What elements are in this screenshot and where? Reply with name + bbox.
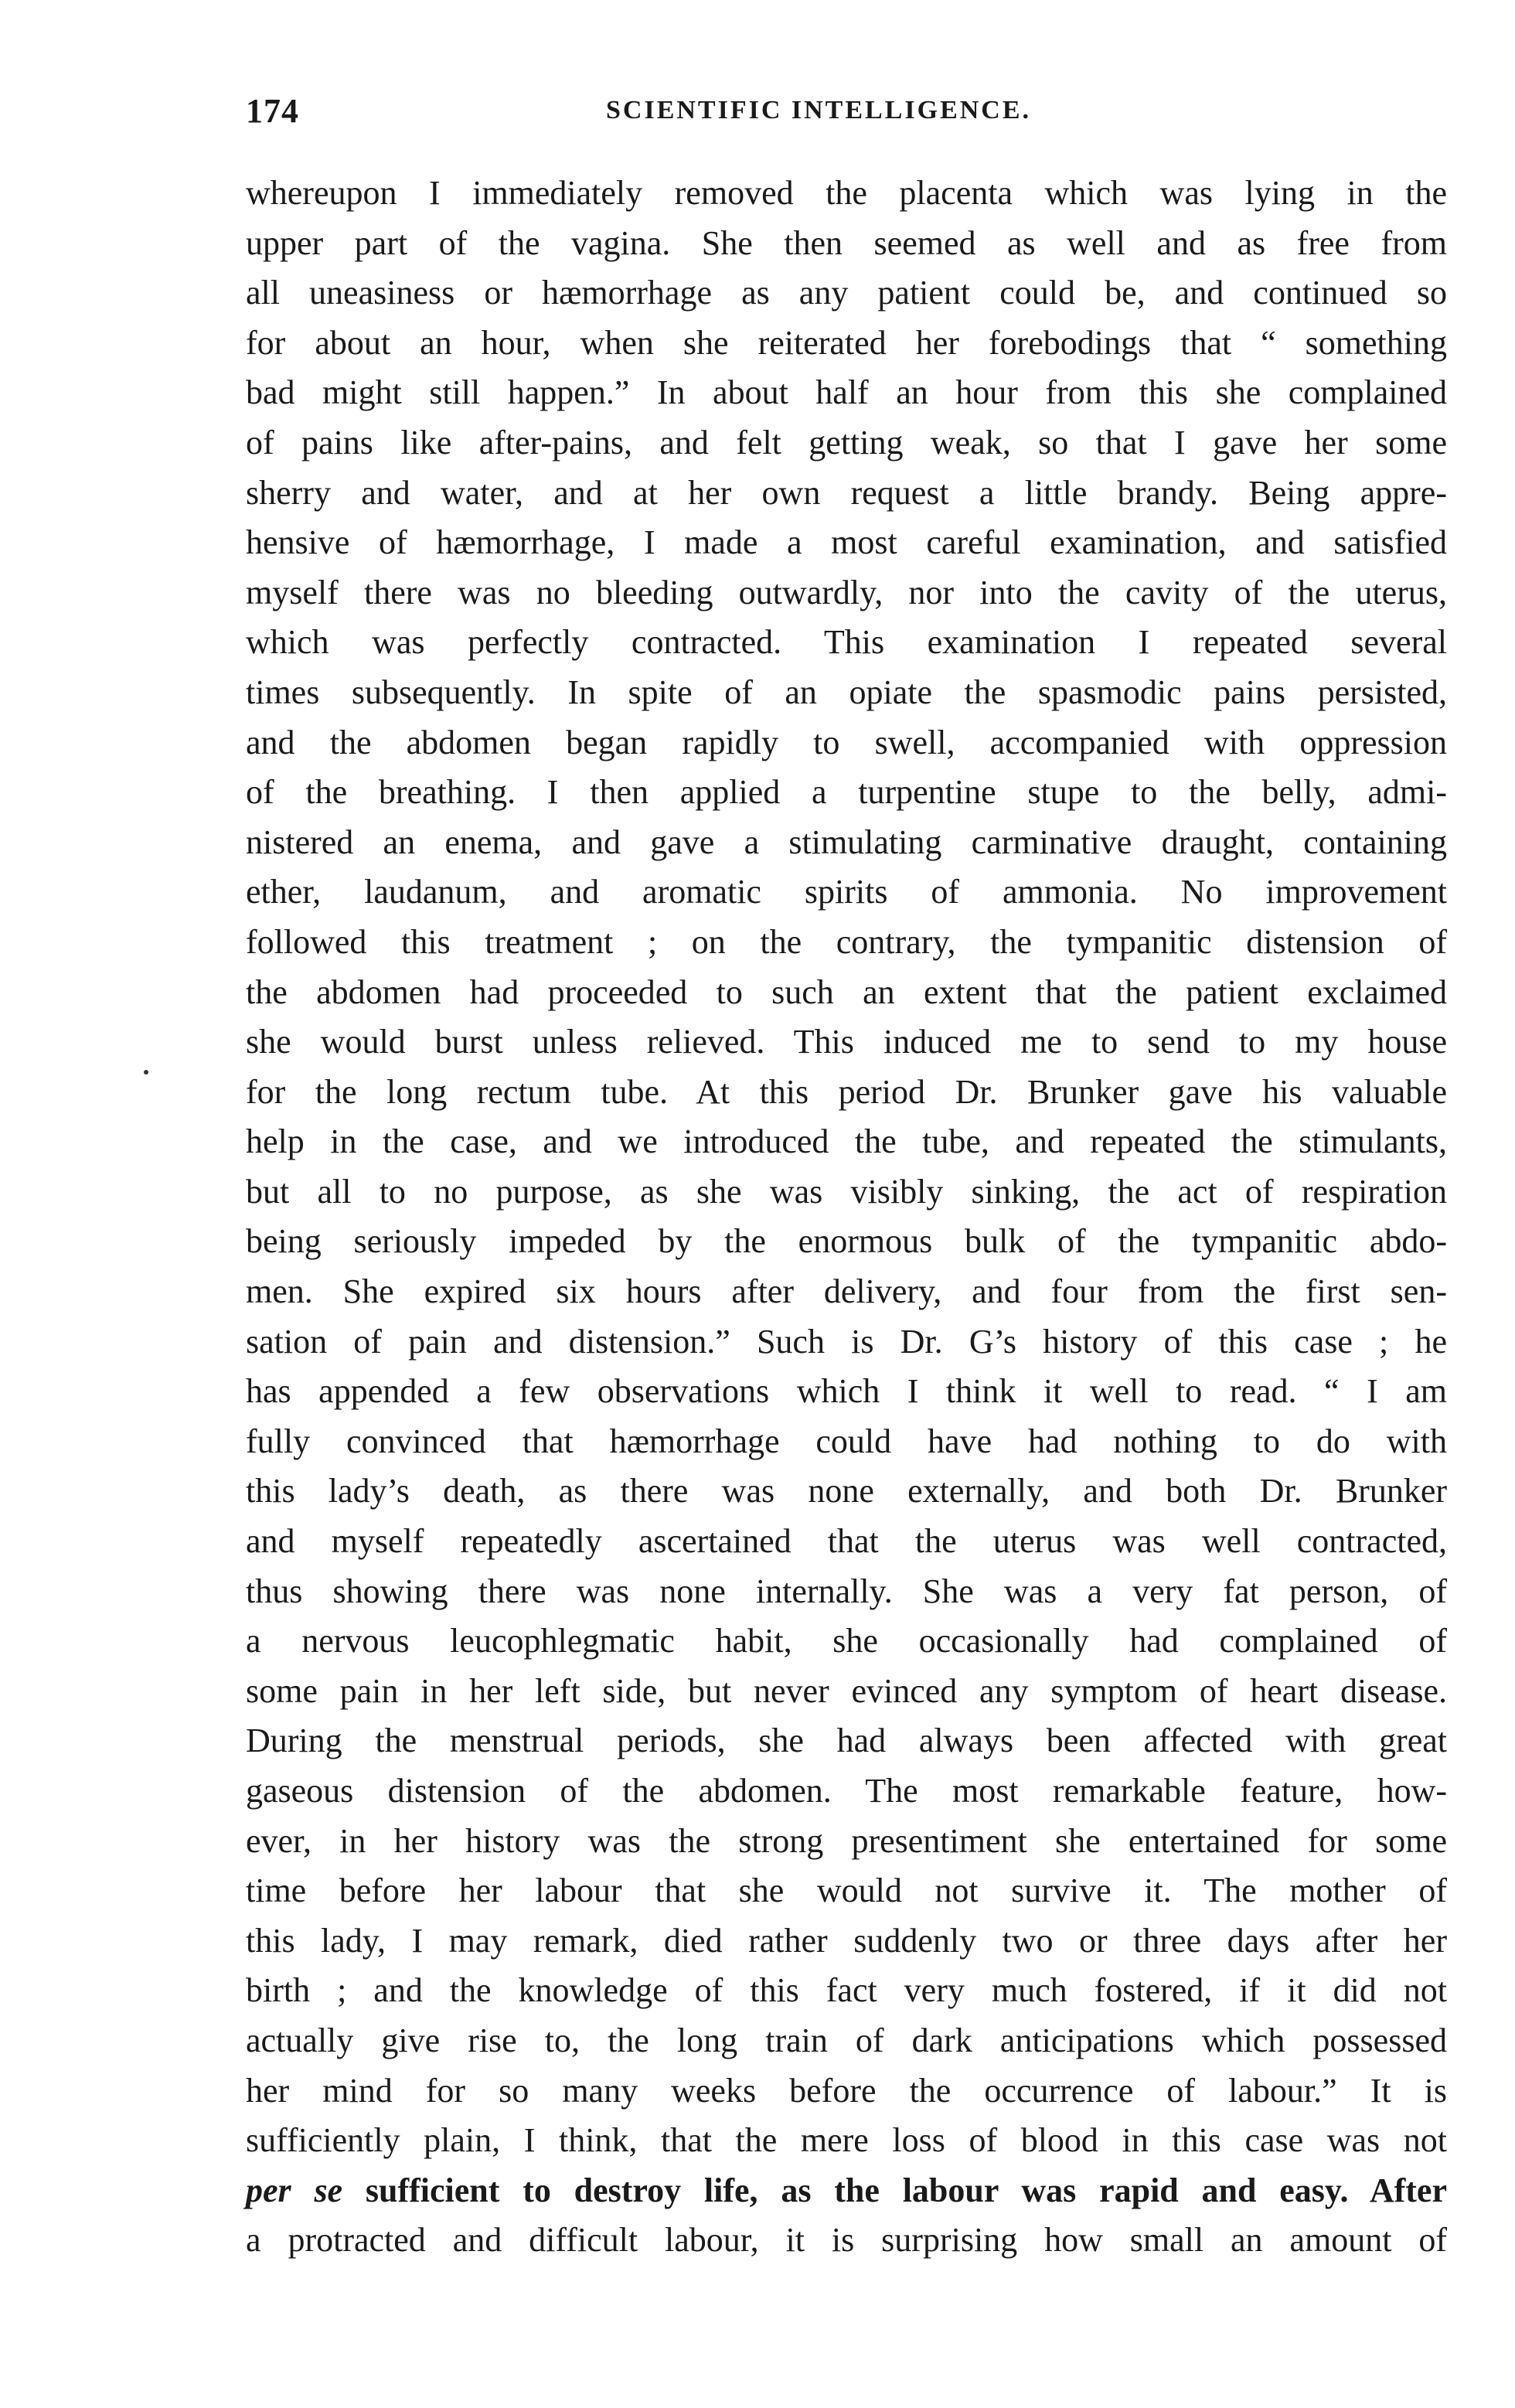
running-title: SCIENTIFIC INTELLIGENCE.	[606, 96, 1032, 124]
text-line: sherry and water, and at her own request a little brandy. Being appre-	[246, 473, 1447, 512]
text-line: followed this treatment ; on the contrary, the tympanitic distension of	[246, 922, 1447, 961]
text-line: sufficiently plain, I think, that the mere loss of blood in this case was not	[246, 2121, 1447, 2160]
text-line: all uneasiness or hæmorrhage as any patient could be, and continued so	[246, 274, 1447, 312]
text-line: and myself repeatedly ascertained that the uterus was well contracted,	[246, 1522, 1447, 1561]
running-head	[246, 91, 1452, 138]
text-line: times subsequently. In spite of an opiate the spasmodic pains persisted,	[246, 673, 1447, 711]
text-line: whereupon I immediately removed the placenta which was lying in the	[246, 174, 1447, 212]
text-line: help in the case, and we introduced the tube, and repeated the stimulants,	[246, 1122, 1447, 1161]
text-line: a protracted and difficult labour, it is surprising how small an amount of	[246, 2221, 1447, 2260]
text-line: which was perfectly contracted. This examination I repeated several	[246, 623, 1447, 662]
text-line: actually give rise to, the long train of dark anticipations which possessed	[246, 2021, 1447, 2059]
text-line: a nervous leucophlegmatic habit, she occasionally had complained of	[246, 1622, 1447, 1660]
text-line: of the breathing. I then applied a turpentine stupe to the belly, admi-	[246, 773, 1447, 812]
text-line: her mind for so many weeks before the occurrence of labour.” It is	[246, 2071, 1447, 2110]
text-line: bad might still happen.” In about half an hour from this she complained	[246, 373, 1447, 412]
text-line-mixed	[246, 2166, 1447, 2216]
text-line: the abdomen had proceeded to such an extent that the patient exclaimed	[246, 972, 1447, 1011]
text-line: this lady, I may remark, died rather suddenly two or three days after her	[246, 1921, 1447, 1960]
text-line: birth ; and the knowledge of this fact very much fostered, if it did not	[246, 1971, 1447, 2010]
text-line: for the long rectum tube. At this period Dr. Brunker gave his valuable	[246, 1072, 1447, 1111]
text-line: for about an hour, when she reiterated her forebodings that “ something	[246, 323, 1447, 362]
text-line: sation of pain and distension.” Such is Dr. G’s history of this case ; he	[246, 1322, 1447, 1361]
text-line: nistered an enema, and gave a stimulating carminative draught, containing	[246, 823, 1447, 861]
text-line: and the abdomen began rapidly to swell, accompanied with oppression	[246, 723, 1447, 761]
text-line: ever, in her history was the strong presentiment she entertained for some	[246, 1821, 1447, 1860]
text-line: fully convinced that hæmorrhage could have had nothing to do with	[246, 1422, 1447, 1460]
text-line: ether, laudanum, and aromatic spirits of ammonia. No improvement	[246, 873, 1447, 911]
text-line: of pains like after-pains, and felt getting weak, so that I gave her some	[246, 423, 1447, 462]
body-text	[246, 169, 1447, 2266]
text-line: During the menstrual periods, she had always been affected with great	[246, 1722, 1447, 1760]
text-line: hensive of hæmorrhage, I made a most careful examination, and satisfied	[246, 523, 1447, 562]
text-line: has appended a few observations which I think it well to read. “ I am	[246, 1372, 1447, 1411]
text-line: thus showing there was none internally. She was a very fat person, of	[246, 1572, 1447, 1610]
text-line: some pain in her left side, but never evinced any symptom of heart disease.	[246, 1671, 1447, 1710]
text-line: being seriously impeded by the enormous bulk of the tympanitic abdo-	[246, 1222, 1447, 1261]
text-line: time before her labour that she would not survive it. The mother of	[246, 1872, 1447, 1910]
text-line: myself there was no bleeding outwardly, nor into the cavity of the uterus,	[246, 573, 1447, 611]
text-line: this lady’s death, as there was none externally, and both Dr. Brunker	[246, 1472, 1447, 1511]
italic-phrase: per se	[246, 2171, 343, 2209]
text-line: upper part of the vagina. She then seemed as well and as free from	[246, 223, 1447, 262]
text-span: sufficient to destroy life, as the labour was rapid and easy. After	[342, 2171, 1447, 2209]
text-line: she would burst unless relieved. This induced me to send to my house	[246, 1023, 1447, 1061]
page-number: 174	[246, 92, 299, 130]
text-line: gaseous distension of the abdomen. The most remarkable feature, how-	[246, 1772, 1447, 1810]
margin-mark	[144, 1070, 148, 1075]
text-line: men. She expired six hours after delivery, and four from the first sen-	[246, 1272, 1447, 1311]
text-line: but all to no purpose, as she was visibly sinking, the act of respiration	[246, 1172, 1447, 1211]
